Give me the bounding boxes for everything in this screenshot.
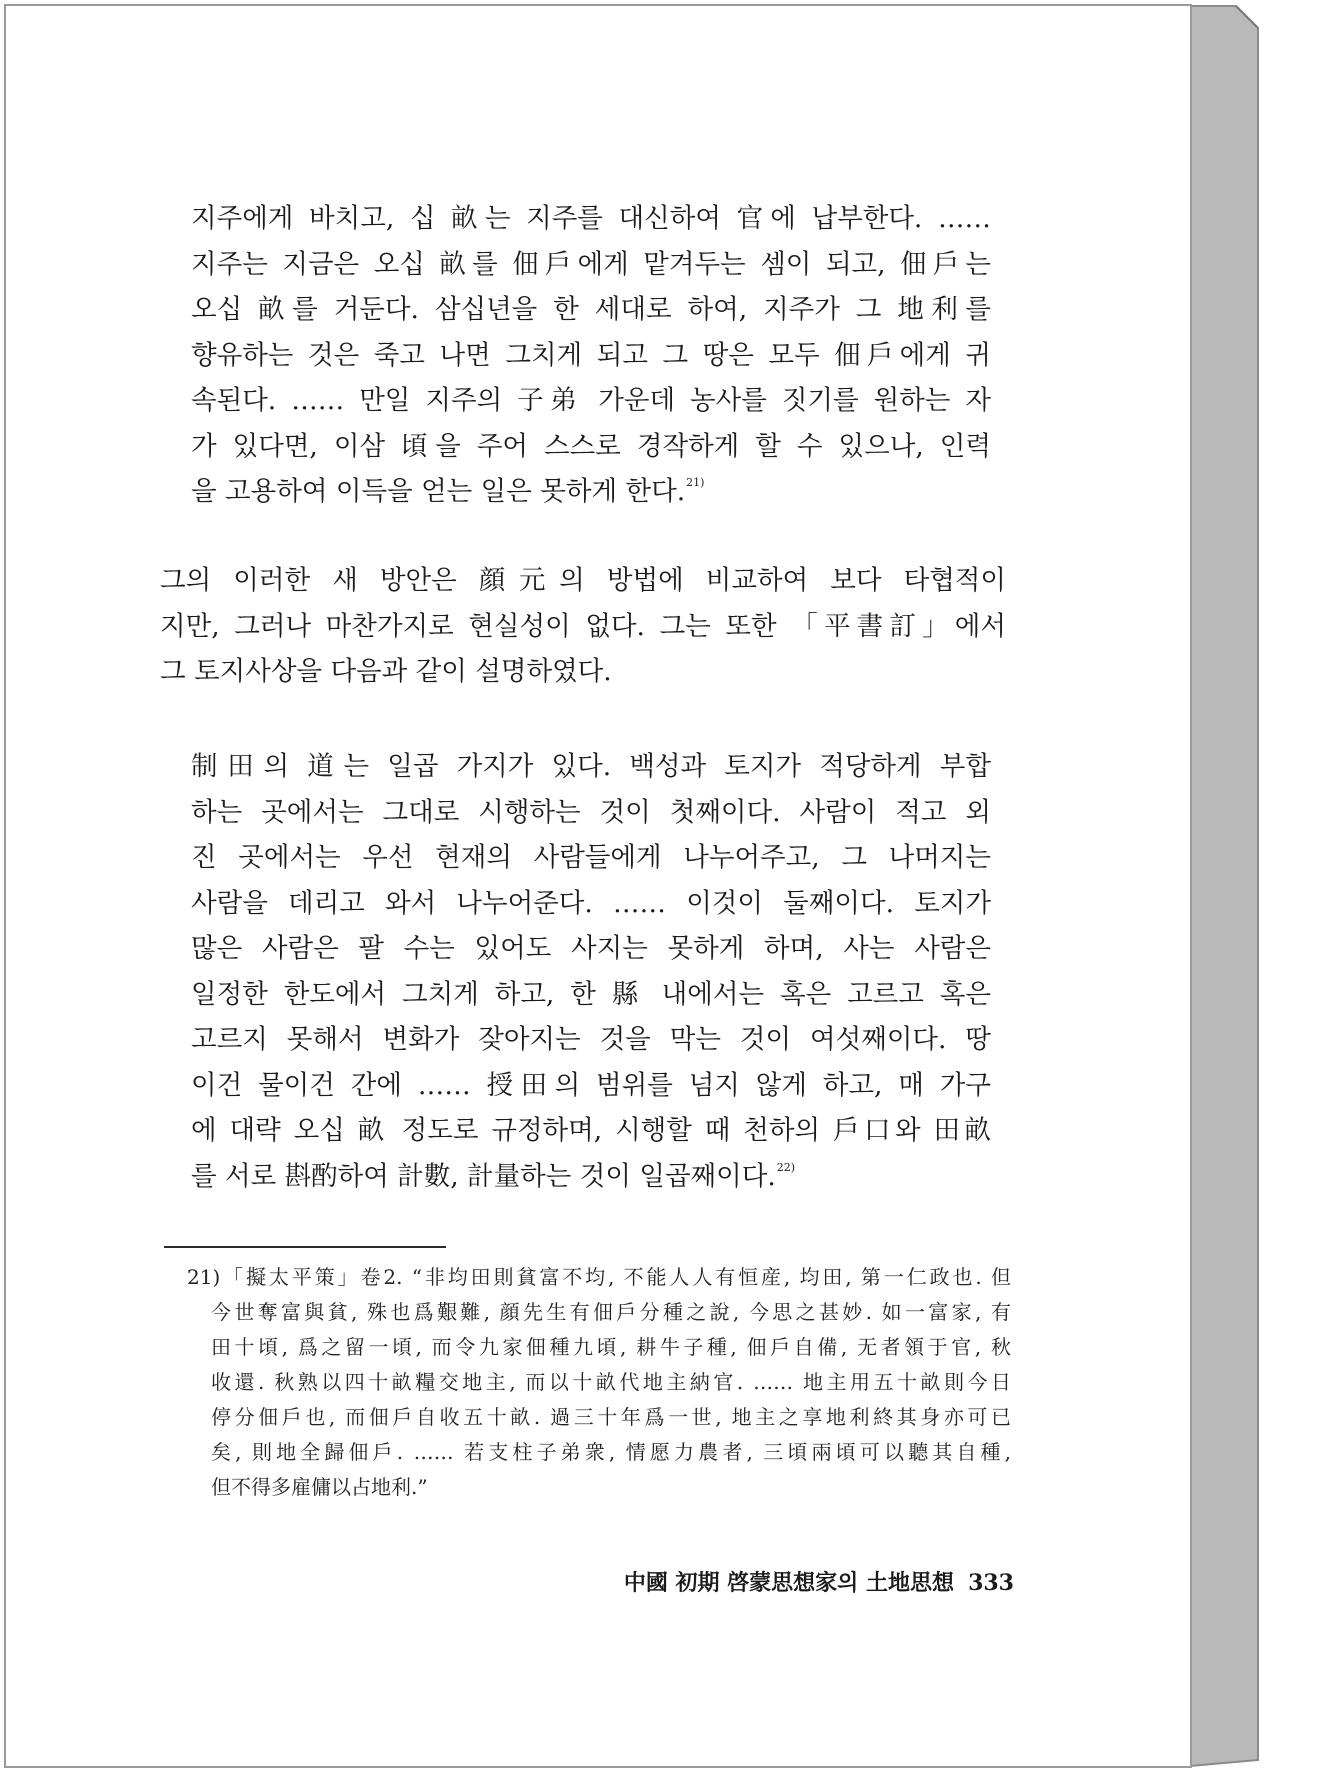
text-line: 制田의 道는 일곱 가지가 있다. 백성과 토지가 적당하게 부합	[191, 751, 991, 782]
running-footer	[602, 1566, 1014, 1597]
text-line: 지주는 지금은 오십 畝를 佃戶에게 맡겨두는 셈이 되고, 佃戶는	[191, 248, 991, 280]
footnote-ref-21: 21)	[686, 476, 705, 489]
text-line: 일정한 한도에서 그치게 하고, 한 縣 내에서는 혹은 고르고 혹은	[191, 978, 991, 1010]
text-line: 가 있다면, 이삼 頃을 주어 스스로 경작하게 할 수 있으나, 인력	[191, 430, 991, 462]
footnote-line: 21)「擬太平策」卷2. “非均田則貧富不均, 不能人人有恒産, 均田, 第一仁政也. 但	[187, 1265, 1011, 1289]
footnote-line: 但不得多雇傭以占地利.”	[211, 1475, 428, 1499]
text-block	[6, 6, 1190, 1766]
text-line: 진 곳에서는 우선 현재의 사람들에게 나누어주고, 그 나머지는	[191, 842, 991, 873]
text-line: 향유하는 것은 죽고 나면 그치게 되고 그 땅은 모두 佃戶에게 귀	[191, 339, 991, 371]
block-quote-2	[191, 744, 991, 1199]
page-sheet	[6, 6, 1190, 1766]
running-title: 中國 初期 啓蒙思想家의 土地思想	[623, 1570, 955, 1596]
text-line	[191, 1154, 991, 1200]
text-line: 오십 畝를 거둔다. 삼십년을 한 세대로 하여, 지주가 그 地利를	[191, 294, 991, 325]
text-line: 그의 이러한 새 방안은 顔元의 방법에 비교하여 보다 타협적이	[160, 565, 1006, 596]
text-line: 고르지 못해서 변화가 잦아지는 것을 막는 것이 여섯째이다. 땅	[191, 1024, 991, 1055]
text-line-content: 을 고용하여 이득을 얻는 일은 못하게 한다.	[191, 476, 686, 507]
text-line: 많은 사람은 팔 수는 있어도 사지는 못하게 하며, 사는 사람은	[191, 933, 991, 964]
page-number: 333	[968, 1570, 1014, 1596]
footnote-ref-22: 22)	[776, 1160, 796, 1174]
footnote-line: 今世奪富與貧, 殊也爲艱難, 顔先生有佃戶分種之說, 今思之甚妙. 如一富家, 有	[211, 1300, 1011, 1324]
text-line-content: 를 서로 斟酌하여 計數, 計量하는 것이 일곱째이다.	[191, 1160, 776, 1192]
footnote-separator	[164, 1246, 446, 1248]
body-paragraph	[160, 558, 1006, 695]
text-line: 하는 곳에서는 그대로 시행하는 것이 첫째이다. 사람이 적고 외	[191, 796, 991, 828]
footnote-21	[187, 1260, 1011, 1505]
text-line: 속된다. …… 만일 지주의 子弟 가운데 농사를 짓기를 원하는 자	[191, 385, 991, 416]
footnote-line: 田十頃, 爲之留一頃, 而令九家佃種九頃, 耕牛子種, 佃戶自備, 无者領于官, 秋	[211, 1335, 1011, 1359]
page-stack-side	[1190, 6, 1258, 1766]
text-line: 에 대략 오십 畝 정도로 규정하며, 시행할 때 천하의 戶口와 田畝	[191, 1115, 991, 1146]
block-quote-1	[191, 196, 991, 515]
text-line: 그 토지사상을 다음과 같이 설명하였다.	[160, 656, 612, 687]
text-line	[191, 469, 991, 515]
text-line: 사람을 데리고 와서 나누어준다. …… 이것이 둘째이다. 토지가	[191, 887, 991, 919]
text-line: 지주에게 바치고, 십 畝는 지주를 대신하여 官에 납부한다. ……	[191, 203, 991, 234]
text-line: 지만, 그러나 마찬가지로 현실성이 없다. 그는 또한 「平書訂」에서	[160, 610, 1006, 642]
text-line: 이건 물이건 간에 …… 授田의 범위를 넘지 않게 하고, 매 가구	[191, 1069, 991, 1101]
footnote-line: 停分佃戶也, 而佃戶自收五十畝. 過三十年爲一世, 地主之享地利終其身亦可已	[211, 1405, 1011, 1429]
footnote-line: 收還. 秋熟以四十畝糧交地主, 而以十畝代地主納官. …… 地主用五十畝則今日	[211, 1370, 1011, 1394]
footnote-line: 矣, 則地全歸佃戶. …… 若支柱子弟衆, 情愿力農者, 三頃兩頃可以聽其自種,	[211, 1440, 1011, 1464]
